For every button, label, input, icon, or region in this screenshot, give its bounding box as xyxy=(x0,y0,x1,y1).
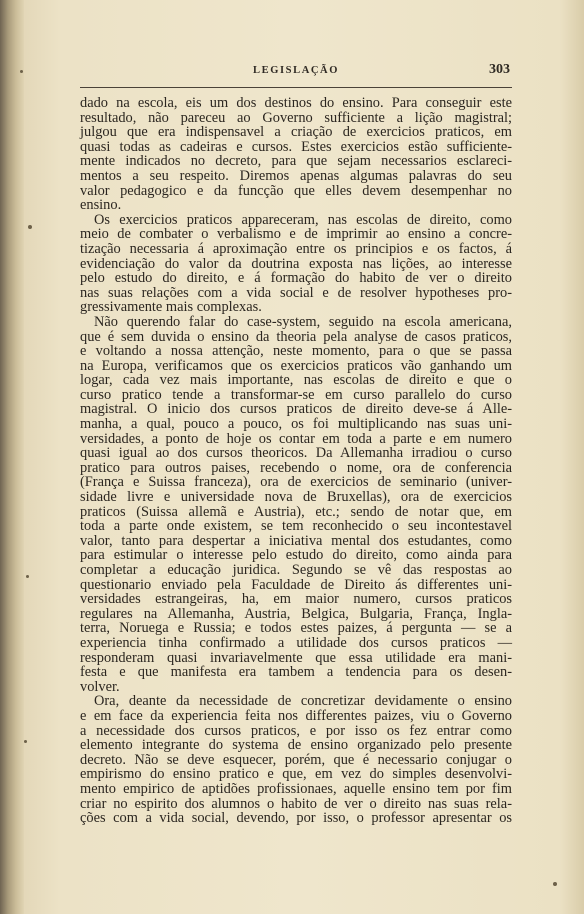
text-line: tização necessaria á aproximação entre os principios e os factos, á xyxy=(80,240,512,257)
text-line: terra, Noruega e Russia; e todos estes paizes, á pergunta — se a xyxy=(80,620,512,637)
text-line: mento empirico de aptidões profissionaes, aquelle ensino tem por fim xyxy=(80,780,512,797)
text-line: mente indicados no decreto, para que sejam necessarios esclareci- xyxy=(80,153,512,170)
text-line: meio de combater o verbalismo e de imprimir ao ensino a concre- xyxy=(80,226,512,243)
text-line: versidades, a ponto de hoje os contar em toda a parte e em numero xyxy=(80,430,512,447)
paper-spot xyxy=(24,740,27,743)
text-line: volver. xyxy=(80,678,120,695)
text-line: dado na escola, eis um dos destinos do ensino. Para conseguir este xyxy=(80,95,512,111)
text-line: criar no espirito dos alumnos o habito de ver o direito nas suas rela- xyxy=(80,795,512,812)
text-line: a necessidade dos cursos praticos, e por isso os fez entrar como xyxy=(80,722,512,739)
paper-spot xyxy=(553,882,557,886)
page-number: 303 xyxy=(489,62,510,77)
text-line: magistral. O inicio dos cursos praticos de direito deve-se á Alle- xyxy=(80,401,512,418)
text-line: versidades estrangeiras, ha, em maior numero, cursos praticos xyxy=(80,591,512,608)
text-line: valor, tanto para despertar a iniciativa mental dos estudantes, como xyxy=(80,532,512,549)
paper-spot xyxy=(26,575,29,578)
text-line: ensino. xyxy=(80,197,122,214)
text-line: completar a educação juridica. Segundo se vê das respostas ao xyxy=(80,562,512,578)
text-line: logar, cada vez mais importante, nas escolas de direito e que o xyxy=(80,372,512,389)
text-line: manha, a qual, pouco a pouco, os foi multiplicando nas suas uni- xyxy=(80,416,512,433)
text-line: responderam quasi invariavelmente que essa utilidade era mani- xyxy=(80,649,512,666)
text-line: decreto. Não se deve esquecer, porém, que é necessario conjugar o xyxy=(80,751,512,768)
text-line: evidenciação do valor da doutrina exposta nas lições, ao interesse xyxy=(80,255,512,272)
paper-spot xyxy=(20,70,23,73)
text-line: quasi todas as cadeiras e cursos. Estes exercicios estão sufficiente- xyxy=(80,138,512,155)
text-line: gressivamente mais complexas. xyxy=(80,299,262,316)
text-line: (França e Suissa franceza), ora de exercicios de seminario (univer- xyxy=(80,474,512,491)
text-line: que é sem duvida o ensino da theoria pela analyse de casos praticos, xyxy=(80,328,512,345)
text-line: empirismo do ensino pratico e que, em vez do simples desenvolvi- xyxy=(80,766,512,783)
text-line: nas suas relações com a vida social e de resolver hypotheses pro- xyxy=(80,284,512,301)
text-line: festa e que manifesta era tambem a tendencia para os desen- xyxy=(80,664,512,681)
text-line: regulares na Allemanha, Austria, Belgica, Bulgaria, França, Ingla- xyxy=(80,605,512,622)
text-line: curso pratico tende a transformar-se em curso parallelo do curso xyxy=(80,386,512,403)
text-line: questionario enviado pela Faculdade de Direito ás differentes uni- xyxy=(80,576,512,593)
text-line: Os exercicios praticos appareceram, nas escolas de direito, como xyxy=(94,211,512,228)
text-line: toda a parte onde existem, se tem reconhecido o seu incontestavel xyxy=(80,518,512,535)
text-line: Ora, deante da necessidade de concretizar devidamente o ensino xyxy=(94,693,512,710)
body-text xyxy=(80,96,512,826)
text-line: quasi igual ao dos cursos theoricos. Da Allemanha irradiou o curso xyxy=(80,445,512,462)
paper-spot xyxy=(28,225,32,229)
text-line: sidade livre e universidade nova de Bruxellas), ora de exercicios xyxy=(80,489,512,506)
text-line: e voltando a nossa attenção, neste momento, para o que se passa xyxy=(80,343,512,360)
text-line: praticos (Suissa allemã e Austria), etc.; sendo de notar que, em xyxy=(80,503,512,520)
text-line: para estimular o interesse pelo estudo do direito, como ainda para xyxy=(80,547,512,564)
text-line: e em face da experiencia feita nos differentes paizes, viu o Governo xyxy=(80,707,512,724)
text-line: julgou que era indispensavel a criação de exercicios praticos, em xyxy=(80,124,512,141)
text-line: Não querendo falar do case-system, seguido na escola americana, xyxy=(94,313,512,330)
header-rule xyxy=(80,87,512,88)
text-line: elemento integrante do systema de ensino organizado pelo presente xyxy=(80,737,512,754)
text-line: na Europa, verificamos que os exercicios praticos vão ganhando um xyxy=(80,357,512,374)
text-line: pelo estudo do direito, e á formação do habito de ver o direito xyxy=(80,270,512,287)
text-line: mentos a seu respeito. Diremos apenas algumas palavras do seu xyxy=(80,167,512,184)
text-line: valor pedagogico e da funcção que elles devem desempenhar no xyxy=(80,182,512,199)
page-header xyxy=(80,62,512,82)
text-line: ções com a vida social, devendo, por isso, o professor apresentar os xyxy=(80,810,512,827)
text-line: resultado, não pareceu ao Governo sufficiente a lição magistral; xyxy=(80,109,512,126)
text-line: pratico para outros paises, recebendo o nome, ora de conferencia xyxy=(80,459,512,476)
book-gutter xyxy=(0,0,24,914)
running-title: LEGISLAÇÃO xyxy=(252,65,340,76)
text-line: experiencia tinha confirmado a utilidade dos cursos praticos — xyxy=(80,634,512,651)
